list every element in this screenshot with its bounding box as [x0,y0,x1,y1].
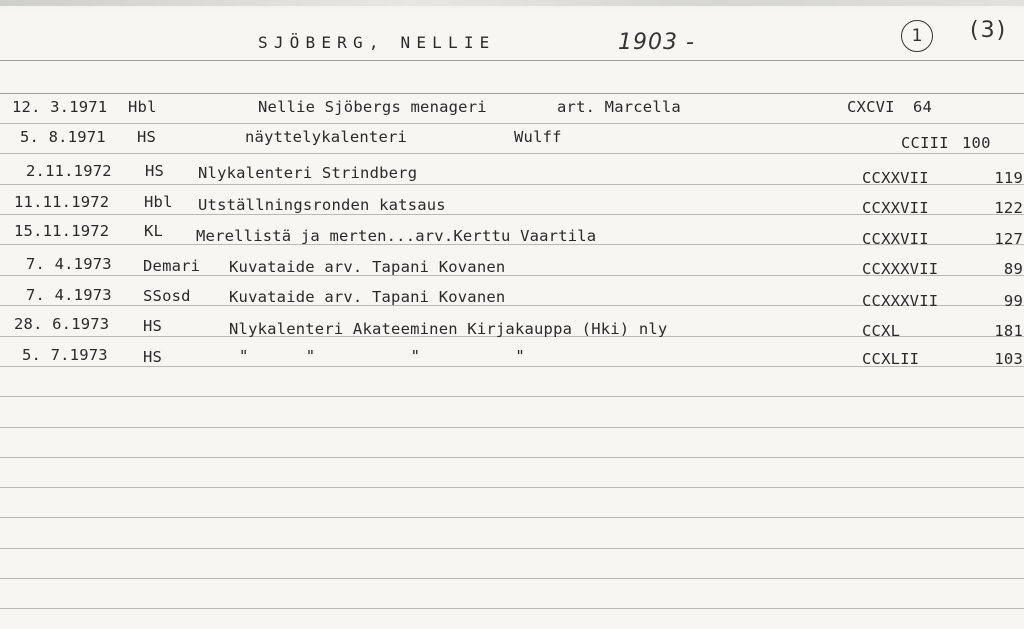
entry-volume: CCXXXVII [862,260,939,278]
entry-date: 5. 7.1973 [22,346,108,364]
rule-line [0,548,1024,549]
entry-volume: CXCVI [847,98,895,116]
entry-volume: CCXLII [862,350,920,368]
entry-paper: Hbl [144,193,173,211]
entry-author: Wulff [514,128,562,146]
card-total: (3) [970,18,1008,43]
rule-line [0,93,1024,94]
entry-paper: HS [137,128,157,146]
entry-volume: CCXXVII [862,199,929,217]
entry-volume: CCIII [901,134,949,152]
entry-volume: CCXXVII [862,169,929,187]
entry-text: Nlykalenteri Strindberg [198,164,418,182]
entry-paper: KL [144,222,164,240]
entry-paper: HS [143,317,163,335]
card-top-edge [0,0,1024,6]
rule-line [0,517,1024,518]
entry-page: 122 [994,199,1023,217]
handwritten-year: 1903 - [618,30,695,55]
ditto-marks: " " " " [239,347,525,365]
entry-date: 7. 4.1973 [26,286,112,304]
entry-date: 15.11.1972 [14,222,110,240]
entry-volume: CCXL [862,322,901,340]
entry-text: Kuvataide arv. Tapani Kovanen [229,288,506,306]
entry-volume: CCXXXVII [862,292,939,310]
circled-card-number: 1 [901,20,933,52]
entry-text: Merellistä ja merten...arv.Kerttu Vaartila [196,227,597,245]
rule-line [0,153,1024,154]
rule-line [0,60,1024,61]
rule-line [0,608,1024,609]
entry-date: 5. 8.1971 [20,128,106,146]
entry-date: 28. 6.1973 [14,315,110,333]
entry-page: 100 [962,134,991,152]
entry-page: 103 [994,350,1023,368]
entry-page: 119 [994,169,1023,187]
entry-text: Kuvataide arv. Tapani Kovanen [229,258,506,276]
entry-paper: Hbl [128,98,157,116]
entry-page: 181 [994,322,1023,340]
rule-line [0,396,1024,397]
entry-date: 2.11.1972 [26,162,112,180]
entry-date: 11.11.1972 [14,193,110,211]
entry-paper: HS [145,162,165,180]
entry-paper: Demari [143,257,201,275]
rule-line [0,457,1024,458]
entry-date: 7. 4.1973 [26,255,112,273]
entry-text: Utställningsronden katsaus [198,196,446,214]
entry-page: 64 [913,98,933,116]
entry-page: 89 [1003,260,1023,278]
card-title: SJÖBERG, NELLIE [258,33,496,52]
entry-author: art. Marcella [557,98,681,116]
entry-date: 12. 3.1971 [12,98,108,116]
rule-line [0,487,1024,488]
rule-line [0,123,1024,124]
rule-line [0,427,1024,428]
entry-text: Nellie Sjöbergs menageri [258,98,487,116]
entry-text: näyttelykalenteri [245,128,408,146]
rule-line [0,578,1024,579]
entry-page: 99 [1003,292,1023,310]
entry-text: Nlykalenteri Akateeminen Kirjakauppa (Hki) nly [229,320,668,338]
entry-page: 127 [994,230,1023,248]
entry-volume: CCXXVII [862,230,929,248]
entry-paper: SSosd [143,287,191,305]
entry-paper: HS [143,348,163,366]
